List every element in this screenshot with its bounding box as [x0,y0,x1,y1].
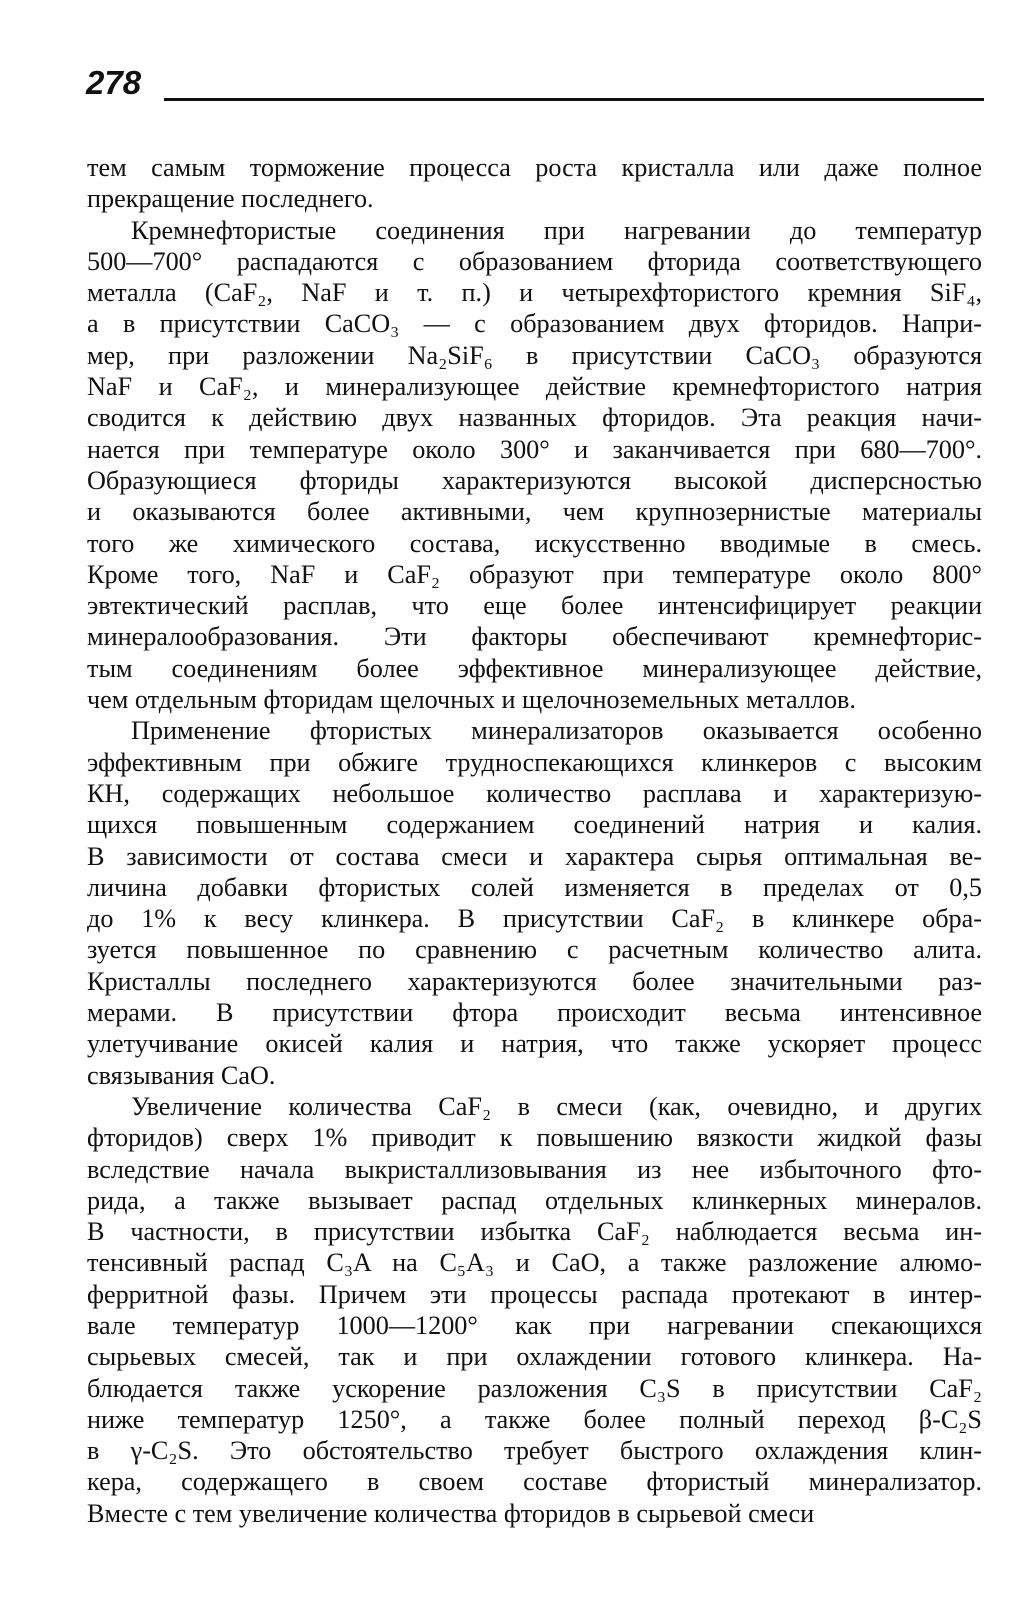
text-line: эффективным при обжиге трудноспекающихся клинкеров с высоким [87,747,982,777]
text-line: Увеличение количества CaF₂ в смеси (как, очевидно, и других [131,1091,982,1121]
text-line: рида, а также вызывает распад отдельных клинкерных минералов. [87,1185,982,1215]
text-line: Кристаллы последнего характеризуются более значительными раз- [87,966,982,996]
text-line: минералообразования. Эти факторы обеспечивают кремнефторис- [87,622,982,652]
text-line: NaF и CaF₂, и минерализующее действие кремнефтористого натрия [87,372,982,402]
text-line: В частности, в присутствии избытка CaF₂ наблюдается весьма ин- [87,1217,982,1247]
text-line: В зависимости от состава смеси и характера сырья оптимальная ве- [87,841,982,871]
text-line: мер, при разложении Na₂SiF₆ в присутствии CaCO₃ образуются [87,340,982,370]
text-line: сырьевых смесей, так и при охлаждении готового клинкера. На- [87,1342,982,1372]
text-line: нается при температуре около 300° и заканчивается при 680—700°. [87,434,982,464]
page-header [84,62,984,106]
text-line: тым соединениям более эффективное минерализующее действие, [87,653,982,683]
text-line: вале температур 1000—1200° как при нагревании спекающихся [87,1310,982,1340]
text-line: ниже температур 1250°, а также более полный переход β-C₂S [87,1404,982,1434]
page-number: 278 [86,64,142,101]
text-line: улетучивание окисей калия и натрия, что также ускоряет процесс [87,1029,982,1059]
text-line: связывания CaO. [87,1060,276,1090]
text-line: металла (CaF₂, NaF и т. п.) и четырехфтористого кремния SiF₄, [87,278,982,308]
text-line: ферритной фазы. Причем эти процессы распада протекают в интер- [87,1279,982,1309]
body-text [87,152,982,1529]
header-rule [164,98,984,101]
text-line: мерами. В присутствии фтора происходит весьма интенсивное [87,998,982,1028]
text-line: кера, содержащего в своем составе фтористый минерализатор. [87,1467,982,1497]
text-line: щихся повышенным содержанием соединений натрия и калия. [87,810,982,840]
text-line: тенсивный распад C₃A на C₅A₃ и CaO, а также разложение алюмо- [87,1248,982,1278]
text-line: в γ-C₂S. Это обстоятельство требует быстрого охлаждения клин- [87,1436,982,1466]
text-line: Кремнефтористые соединения при нагревании до температур [131,215,982,245]
text-line: Образующиеся фториды характеризуются высокой дисперсностью [87,465,982,495]
text-line: фторидов) сверх 1% приводит к повышению вязкости жидкой фазы [87,1123,982,1153]
text-line: чем отдельным фторидам щелочных и щелочноземельных металлов. [87,685,856,715]
text-line: эвтектический расплав, что еще более интенсифицирует реакции [87,591,982,621]
text-line: Кроме того, NaF и CaF₂ образуют при температуре около 800° [87,559,982,589]
text-line: того же химического состава, искусственно вводимые в смесь. [87,528,982,558]
text-line: тем самым торможение процесса роста кристалла или даже полное [87,153,982,182]
text-line: Применение фтористых минерализаторов оказывается особенно [131,716,982,746]
text-line: до 1% к весу клинкера. В присутствии CaF₂ в клинкере обра- [87,904,982,934]
text-line: сводится к действию двух названных фторидов. Эта реакция начи- [87,403,982,433]
text-line: а в присутствии CaCO₃ — с образованием двух фторидов. Напри- [87,309,982,339]
text-line: КН, содержащих небольшое количество расплава и характеризую- [87,778,982,808]
text-line: прекращение последнего. [87,184,374,214]
text-line: личина добавки фтористых солей изменяется в пределах от 0,5 [87,872,982,902]
text-line: 500—700° распадаются с образованием фторида соответствующего [87,246,982,276]
text-line: и оказываются более активными, чем крупнозернистые материалы [87,497,982,527]
text-line: вследствие начала выкристаллизовывания из нее избыточного фто- [87,1154,982,1184]
text-line: Вместе с тем увеличение количества фторидов в сырьевой смеси [87,1498,815,1528]
text-line: зуется повышенное по сравнению с расчетным количество алита. [87,935,982,965]
text-line: блюдается также ускорение разложения C₃S в присутствии CaF₂ [87,1373,982,1403]
